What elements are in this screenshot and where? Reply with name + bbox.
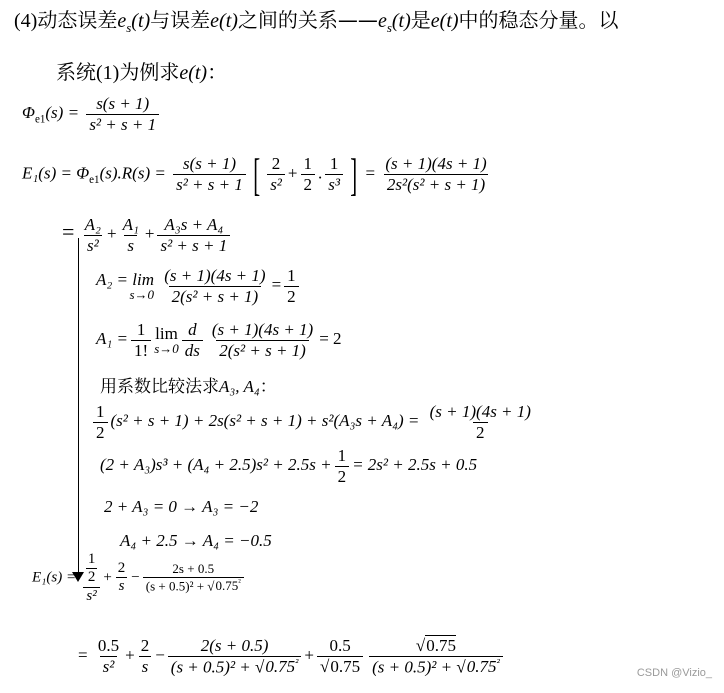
final-t4-num: 0.5 [329, 636, 351, 656]
A1-deriv [182, 320, 203, 360]
heading-line-2 [56, 56, 227, 85]
E1-f1-den: s² + s + 1 [173, 174, 246, 195]
A1-lhs: A₁ = [96, 328, 129, 348]
E1r-t3-den-sqrt: 0.75 [215, 578, 239, 594]
partial-t3-den: s² + s + 1 [157, 235, 230, 256]
final-t5 [369, 636, 503, 677]
derivation-arrow-line [78, 238, 79, 578]
A1-d-den: ds [182, 340, 203, 361]
E1r-t3 [143, 562, 244, 594]
heading-text-d: 是 [410, 8, 431, 32]
right-bracket: ] [350, 149, 358, 200]
eq-A1 [96, 320, 342, 360]
heading-text-b: 与误差 [150, 8, 211, 32]
E1r-t3-num: 2s + 0.5 [172, 560, 215, 576]
E1r-t1 [83, 551, 101, 605]
coef-half [93, 402, 108, 442]
watermark: CSDN @Vizio_ [636, 667, 712, 679]
final-t3-den-sqrt: 0.75 [265, 657, 296, 677]
E1r-t3-den-a: (s + 0.5)² + [145, 578, 205, 594]
final-t5-num: √0.75 [415, 636, 456, 655]
phi-den: s² + s + 1 [86, 114, 159, 135]
coef-body: (s² + s + 1) + 2s(s² + s + 1) + s²(A₃s + A₄) = [110, 410, 420, 430]
es-symbol-2: e [377, 10, 387, 32]
E1-bf2-den: 2 [301, 174, 316, 195]
E1r-t1-num-bot: 2 [87, 569, 96, 586]
final-t5-den-sq: ² [496, 656, 500, 669]
partial-t2-den: s [124, 235, 137, 256]
final-t5-den: $(s + 0.5)^2 + √0.75^{^2}$ [369, 656, 503, 677]
A1-frac [209, 320, 316, 360]
expand-body-b: = 2s² + 2.5s + 0.5 [352, 454, 478, 474]
final-t2-num: 2 [140, 636, 150, 656]
A2-lim-block [96, 270, 154, 303]
E1-bf2 [301, 154, 316, 194]
E1-eq: = [365, 163, 376, 183]
A1-f-num: (s + 1)(4s + 1) [211, 320, 314, 339]
A2-result [284, 266, 299, 306]
E1-result-num: (s + 1)(4s + 1) [385, 154, 487, 174]
final-t4-den-sqrt: 0.75 [330, 656, 361, 676]
partial-t1-num: A₂ [84, 215, 101, 234]
eq-phi [22, 94, 162, 134]
partial-t3 [157, 215, 230, 255]
coef-note [100, 372, 277, 397]
A2-den: 2(s² + s + 1) [169, 286, 262, 307]
E1r-t2 [115, 560, 129, 596]
left-bracket: [ [253, 149, 260, 200]
A1-c-num: 1 [136, 320, 146, 339]
heading2-text-a: 系统 [56, 60, 96, 84]
heading-text-a: 动态误差 [37, 8, 118, 32]
phi-fraction [86, 94, 159, 134]
final-t4-den: √0.75 [317, 656, 363, 677]
A2-num: (s + 1)(4s + 1) [164, 266, 266, 285]
final-t1-den: s² [100, 656, 118, 677]
E1-bf1-num: 2 [271, 154, 281, 174]
heading2-num: (1) [96, 62, 120, 84]
expand-half [335, 446, 350, 486]
final-plus: + [125, 645, 135, 665]
es-arg: (t) [131, 10, 151, 32]
E1r-t3-den-sq: ² [238, 576, 241, 587]
E1-f1-num: s(s + 1) [182, 154, 236, 174]
final-t3-den-a: (s + 0.5)² + [170, 657, 251, 677]
partial-t1 [82, 215, 104, 255]
coef-r-num: (s + 1)(4s + 1) [429, 402, 531, 421]
expand-h-den: 2 [335, 466, 350, 487]
E1-dot: . [318, 163, 323, 183]
final-t1-num: 0.5 [97, 636, 120, 656]
es-arg-2: (t) [391, 10, 411, 32]
coef-note-vars: A₃, A₄ [219, 377, 260, 396]
coef-result [427, 402, 534, 442]
E1-plus: + [287, 163, 298, 183]
eq-final [78, 636, 506, 677]
e-of-t: e(t) [210, 10, 238, 32]
final-t2-den: s [139, 656, 152, 677]
E1-rest: (s).R(s) = [99, 163, 166, 183]
eq-coef [90, 402, 537, 442]
coef-h-num: 1 [96, 402, 105, 421]
E1r-t2-den: s [116, 577, 128, 595]
es-subscript-2: s [386, 20, 392, 35]
A1-f-den: 2(s² + s + 1) [216, 340, 309, 361]
A2-frac [161, 266, 268, 306]
A2-r-den: 2 [284, 286, 299, 307]
coef-r-den: 2 [473, 422, 488, 443]
E1-bf1-den: s² [267, 174, 285, 195]
E1r-t1-num-top: 1 [87, 551, 96, 567]
E1r-t1-den: s² [83, 587, 99, 605]
final-t4 [317, 636, 363, 676]
phi-symbol: Φ [22, 102, 35, 122]
final-t5-num-sqrt: 0.75 [426, 636, 456, 655]
final-minus: − [155, 645, 165, 665]
final-t5-den-sqrt: 0.75 [466, 657, 497, 677]
E1-f1 [173, 154, 246, 194]
partial-t1-den: s² [84, 235, 102, 256]
heading-line-1 [14, 4, 619, 36]
eq-partial: = $\frac{\text{A₂}}{\text{s²}}$ + $\frac{\text{A₁}}{s}$ + $\frac{\text{A₃s + A₄}}{\text{s² + s + 1}}$ [62, 215, 233, 255]
A1-rhs: = 2 [319, 328, 342, 348]
A2-eq: = [271, 274, 282, 294]
A2-lhs: A₂ = lim [96, 269, 154, 289]
final-t3 [168, 636, 302, 677]
A1-lim: lim [155, 323, 178, 343]
es-symbol: e [117, 10, 127, 32]
E1r-t3-den: $(s + 0.5)^2 + √0.75^{^2}$ [143, 577, 244, 594]
heading2-colon: ： [207, 60, 228, 84]
es-subscript: s [126, 20, 132, 35]
A1-d-num: d [188, 320, 197, 339]
final-plus-2: + [304, 645, 315, 665]
eq-expand [100, 446, 477, 486]
expand-h-num: 1 [337, 446, 347, 465]
E1r-t2-num: 2 [117, 560, 126, 577]
E1r-t1-num [83, 551, 101, 587]
E1-bf3-den: s³ [325, 174, 343, 195]
final-t3-den-sq: ² [295, 656, 299, 669]
coef-h-den: 2 [93, 422, 108, 443]
E1-lhs: E₁(s) = Φ [22, 163, 90, 183]
E1r-lhs: E₁(s) = [32, 569, 77, 586]
E1r-plus: + [103, 569, 112, 586]
coef-note-text: 用系数比较法求 [100, 377, 219, 397]
A1-lim-block [154, 324, 179, 357]
E1-result [382, 154, 489, 194]
A1-lim-sub: s→0 [154, 340, 179, 356]
E1-bf3-num: 1 [329, 154, 339, 174]
final-t1 [95, 636, 122, 676]
eq-A3: 2 + A₃ = 0 → A₃ = −2 [104, 497, 259, 516]
heading2-text-b: 为例求 [119, 60, 180, 84]
phi-num: s(s + 1) [96, 94, 150, 113]
E1-result-den: 2s²(s² + s + 1) [384, 174, 488, 195]
A1-coef [131, 320, 151, 360]
E1-bf2-num: 1 [303, 154, 312, 174]
partial-t3-num: A₃s + A₄ [164, 215, 224, 234]
heading-text-e: 中的稳态分量。以 [458, 8, 619, 32]
partial-t2 [120, 215, 142, 255]
eq-A4: A₄ + 2.5 → A₄ = −0.5 [120, 531, 272, 550]
phi-arg: (s) = [45, 102, 80, 122]
phi-sub: e1 [34, 113, 46, 126]
heading2-e-of-t: e(t) [179, 62, 208, 84]
final-eq: = [78, 645, 88, 665]
A2-lim-sub: s→0 [129, 286, 154, 302]
E1-bf1 [267, 154, 285, 194]
final-t5-den-a: (s + 0.5)² + [372, 657, 453, 677]
heading-text-c: 之间的关系—— [237, 8, 378, 32]
A2-r-num: 1 [287, 266, 296, 285]
E1r-minus: − [131, 569, 140, 586]
A1-c-den: 1! [131, 340, 151, 361]
part-number: (4) [14, 10, 38, 32]
eq-E1 [22, 148, 493, 201]
final-t3-den: $(s + 0.5)^2 + √0.75^{^2}$ [168, 656, 302, 677]
coef-note-colon: ： [259, 377, 277, 397]
expand-body-a: (2 + A₃)s³ + (A₄ + 2.5)s² + 2.5s + [100, 454, 332, 474]
E1-bf3 [325, 154, 343, 194]
e-of-t-2: e(t) [430, 10, 459, 32]
partial-eq: = [62, 218, 75, 244]
eq-A2 [96, 266, 302, 306]
partial-t2-num: A₁ [122, 215, 139, 234]
E1-sub: e1 [89, 173, 100, 186]
final-t2 [138, 636, 153, 676]
eq-E1-result [32, 551, 247, 605]
final-t3-num: 2(s + 0.5) [200, 636, 269, 655]
